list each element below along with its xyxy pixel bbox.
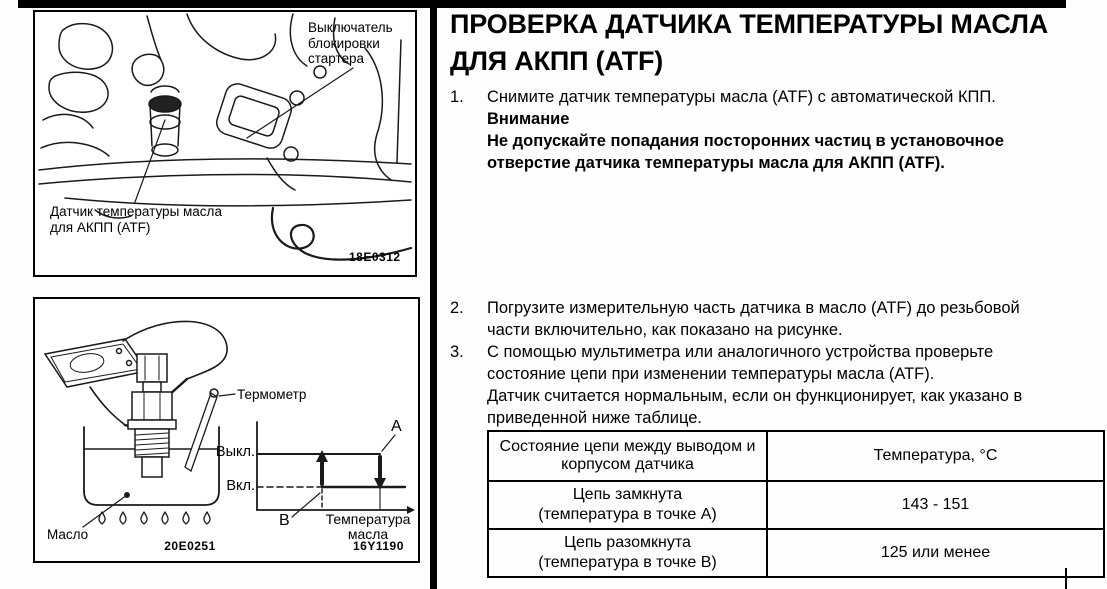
graph-point-a-label: A	[391, 418, 402, 435]
label-starter-lockout-switch: Выключатель блокировки стартера	[308, 20, 393, 66]
table-row	[488, 481, 1104, 529]
step-1-text: Снимите датчик температуры масла (ATF) с автоматической КПП.	[487, 88, 996, 106]
figure-sensor-location	[33, 10, 417, 277]
figure1-code: 18E0312	[349, 250, 401, 264]
step-3-number: 3.	[450, 343, 464, 361]
temperature-cell: 143 - 151	[767, 481, 1104, 529]
condition-cell	[488, 529, 767, 577]
graph-x-axis-label: Температура масла	[325, 511, 411, 542]
table-header-condition: Состояние цепи между выводом и корпусом датчика	[488, 431, 767, 481]
figure-test-setup	[33, 297, 420, 563]
step-3-text: С помощью мультиметра или аналогичного устройства проверьте состояние цепи при изменении температуры масла (ATF).	[487, 343, 994, 383]
graph-y-label-on: Вкл.	[226, 478, 255, 494]
label-thermometer: Термометр	[237, 387, 307, 402]
condition-name: Цепь замкнута	[572, 486, 683, 503]
figure2-code-right: 16Y1190	[353, 539, 404, 553]
condition-name: Цепь разомкнута	[564, 534, 691, 551]
temperature-cell: 125 или менее	[767, 529, 1104, 577]
graph-point-b-label: B	[279, 512, 290, 529]
step-3-text-continued: Датчик считается нормальным, если он функционирует, как указано в приведенной ниже таблице.	[487, 387, 1023, 427]
page-title: ПРОВЕРКА ДАТЧИКА ТЕМПЕРАТУРЫ МАСЛА ДЛЯ АКПП (ATF)	[450, 9, 1049, 76]
column-divider	[430, 0, 437, 589]
condition-cell	[488, 481, 767, 529]
table-header-row	[488, 431, 1104, 481]
warning-text: Не допускайте попадания посторонних частиц в установочное отверстие датчика температуры масла для АКПП (ATF).	[487, 132, 1004, 172]
condition-note: (температура в точке B)	[538, 554, 717, 571]
condition-note: (температура в точке A)	[538, 506, 717, 523]
step-2-number: 2.	[450, 299, 464, 317]
graph-y-label-off: Выкл.	[215, 444, 255, 460]
label-oil: Масло	[47, 527, 89, 542]
figure2-code-left: 20E0251	[164, 539, 216, 553]
label-atf-temp-sensor: Датчик температуры масла для АКПП (ATF)	[50, 204, 222, 235]
warning-title: Внимание	[487, 110, 570, 128]
step-1-number: 1.	[450, 88, 464, 106]
step-2-text: Погрузите измерительную часть датчика в масло (ATF) до резьбовой части включительно, как показано на рисунке.	[487, 299, 1020, 339]
table-next-row-border-fragment	[1065, 568, 1067, 589]
table-row	[488, 529, 1104, 577]
temperature-spec-table	[487, 430, 1105, 578]
table-header-temperature: Температура, °C	[767, 431, 1104, 481]
